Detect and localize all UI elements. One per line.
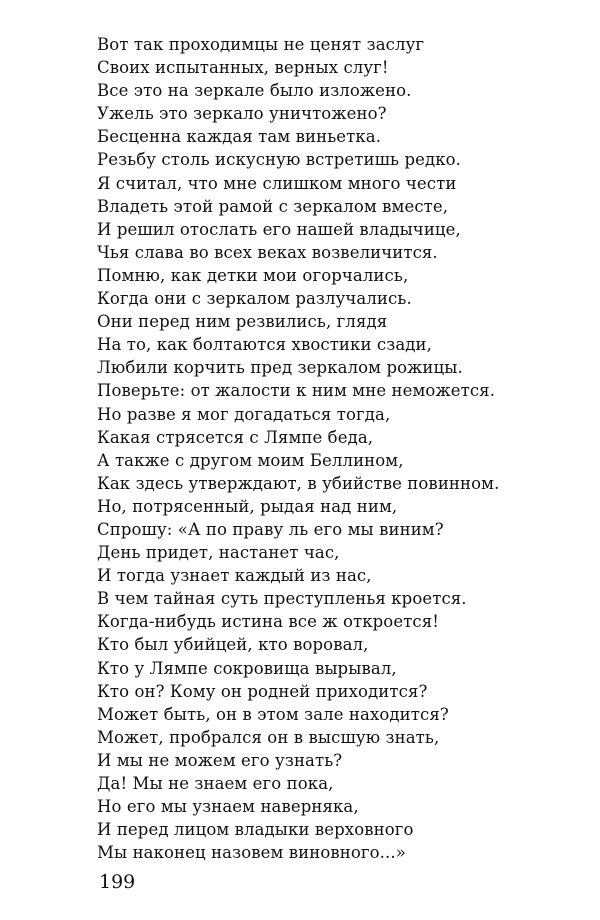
poem-line: Помню, как детки мои огорчались, bbox=[97, 265, 409, 285]
poem-line: Любили корчить пред зеркалом рожицы. bbox=[97, 358, 463, 378]
poem-text bbox=[97, 33, 567, 864]
poem-line: Кто был убийцей, кто воровал, bbox=[97, 635, 369, 655]
poem-line: И решил отослать его нашей владычице, bbox=[97, 219, 461, 239]
poem-line: Но разве я мог догадаться тогда, bbox=[97, 404, 391, 424]
poem-line: И мы не можем его узнать? bbox=[97, 750, 343, 770]
poem-line: Когда-нибудь истина все ж откроется! bbox=[97, 612, 439, 632]
poem-line: В чем тайная суть преступленья кроется. bbox=[97, 589, 467, 609]
poem-line: Может, пробрался он в высшую знать, bbox=[97, 727, 440, 747]
poem-line: Мы наконец назовем виновного...» bbox=[97, 843, 406, 863]
poem-line: Бесценна каждая там виньетка. bbox=[97, 127, 382, 147]
poem-line: Но его мы узнаем наверняка, bbox=[97, 797, 359, 817]
poem-line: Поверьте: от жалости к ним мне неможется. bbox=[97, 381, 496, 401]
poem-line: И тогда узнает каждый из нас, bbox=[97, 566, 372, 586]
poem-line: Кто он? Кому он родней приходится? bbox=[97, 681, 428, 701]
poem-line: А также с другом моим Беллином, bbox=[97, 450, 404, 470]
poem-line: Ужель это зеркало уничтожено? bbox=[97, 104, 387, 124]
poem-line: Но, потрясенный, рыдая над ним, bbox=[97, 496, 398, 516]
poem-line: Резьбу столь искусную встретишь редко. bbox=[97, 150, 462, 170]
poem-line: Может быть, он в этом зале находится? bbox=[97, 704, 449, 724]
poem-line: Своих испытанных, верных слуг! bbox=[97, 58, 389, 78]
poem-line: Чья слава во всех веках возвеличится. bbox=[97, 242, 438, 262]
page-number: 199 bbox=[99, 871, 136, 893]
poem-line: Спрошу: «А по праву ль его мы виним? bbox=[97, 519, 444, 539]
poem-line: Когда они с зеркалом разлучались. bbox=[97, 289, 412, 309]
poem-line: И перед лицом владыки верховного bbox=[97, 820, 414, 840]
poem-line: Они перед ним резвились, глядя bbox=[97, 312, 388, 332]
poem-line: Как здесь утверждают, в убийстве повинном. bbox=[97, 473, 500, 493]
poem-line: Вот так проходимцы не ценят заслуг bbox=[97, 35, 425, 54]
poem-line: Я считал, что мне слишком много чести bbox=[97, 173, 457, 193]
poem-line: Кто у Лямпе сокровища вырывал, bbox=[97, 658, 397, 678]
poem-line: На то, как болтаются хвостики сзади, bbox=[97, 335, 432, 355]
poem-line: Да! Мы не знаем его пока, bbox=[97, 774, 334, 793]
poem-line: Какая стрясется с Лямпе беда, bbox=[97, 427, 374, 447]
poem-line: День придет, настанет час, bbox=[97, 543, 340, 563]
poem-line: Владеть этой рамой с зеркалом вместе, bbox=[97, 196, 449, 216]
poem-line: Все это на зеркале было изложено. bbox=[97, 81, 412, 101]
